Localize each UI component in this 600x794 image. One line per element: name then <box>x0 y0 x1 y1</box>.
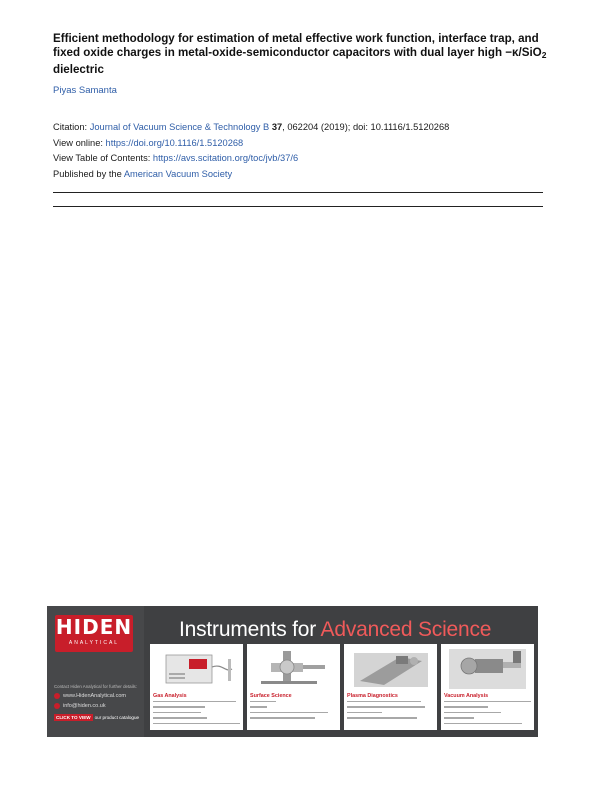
view-online-line: View online: https://doi.org/10.1116/1.5120268 <box>53 137 244 148</box>
publisher-line: Published by the American Vacuum Society <box>53 168 233 179</box>
surface-science-image <box>253 647 334 690</box>
email-icon <box>54 703 60 709</box>
hiden-logo[interactable]: HIDEN ANALYTICAL <box>55 615 133 652</box>
toc-link[interactable]: https://avs.scitation.org/toc/jvb/37/6 <box>152 153 299 164</box>
ad-contact: Contact Hiden Analytical for further details: www.HidenAnalytical.com info@hiden.co.uk CLICK TO VIEW our product catalogue <box>54 684 144 720</box>
advertisement-banner[interactable] <box>47 606 538 737</box>
journal-link[interactable]: Journal of Vacuum Science & Technology B <box>89 122 270 132</box>
publisher-link[interactable]: American Vacuum Society <box>123 168 233 179</box>
ad-tagline: Instruments for Advanced Science <box>179 618 492 641</box>
email-link[interactable]: info@hiden.co.uk <box>63 703 106 709</box>
article-meta <box>53 120 449 182</box>
plasma-probe-image <box>350 647 431 690</box>
volume: 37 <box>271 122 283 132</box>
catalogue-link[interactable]: CLICK TO VIEW our product catalogue <box>56 715 140 720</box>
gas-analyser-image <box>156 647 237 690</box>
divider-top <box>53 192 543 193</box>
panel-gas-analysis[interactable]: Gas Analysis <box>150 644 243 730</box>
toc-line: View Table of Contents: https://avs.scitation.org/toc/jvb/37/6 <box>53 153 299 164</box>
doi-link[interactable]: https://doi.org/10.1116/1.5120268 <box>105 137 244 148</box>
divider-bottom <box>53 206 543 207</box>
web-link[interactable]: www.HidenAnalytical.com <box>63 693 126 699</box>
panel-surface-science[interactable]: Surface Science <box>247 644 340 730</box>
author-link[interactable]: Piyas Samanta <box>53 85 117 96</box>
panel-vacuum-analysis[interactable]: Vacuum Analysis <box>441 644 534 730</box>
panel-plasma-diagnostics[interactable]: Plasma Diagnostics <box>344 644 437 730</box>
article-title: Efficient methodology for estimation of metal effective work function, interface trap, and fixed oxide charges in metal-oxide-semiconductor capacitors with dual layer high −κ/SiO$_2$ dielectric <box>53 32 547 76</box>
citation-line: Citation: Journal of Vacuum Science & Technology B 37, 062204 (2019); doi: 10.1116/1.5120268 <box>53 122 450 132</box>
vacuum-analyser-image <box>447 647 528 690</box>
globe-icon <box>54 693 60 699</box>
